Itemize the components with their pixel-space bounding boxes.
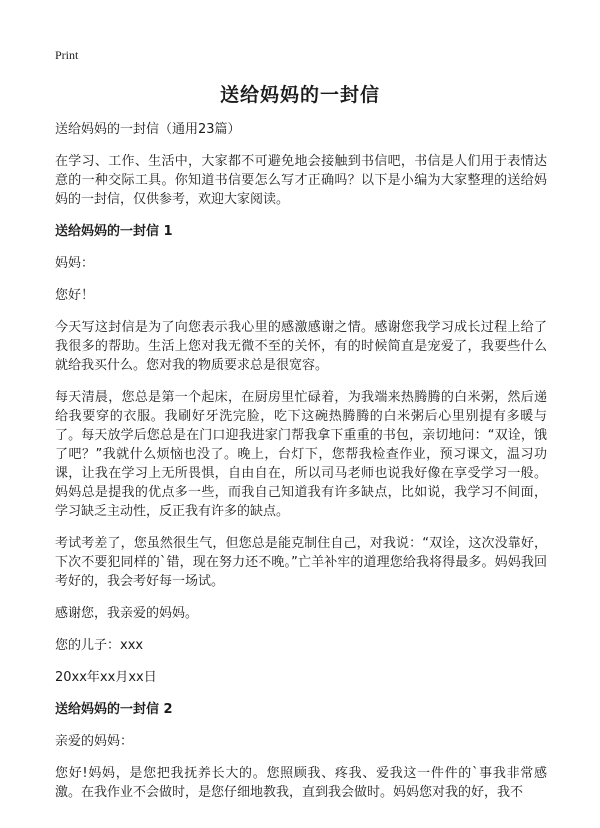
letter2-greeting: 亲爱的妈妈： xyxy=(55,734,134,749)
letter1-paragraph-1: 今天写这封信是为了向您表示我心里的感激感谢之情。感谢您我学习成长过程上给了我很多的帮助。生活上您对我无微不至的关怀，有的时候简直是宠爱了，我要些什么就给我买什么。您对我的物质要求总是很宽容。 xyxy=(55,320,547,373)
letter2-paragraph-1: 您好!妈妈，是您把我抚养长大的。您照顾我、疼我、爱我这一件件的`事我非常感激。在我作业不会做时，是您仔细地教我，直到我会做时。妈妈您对我的好，我不 xyxy=(55,766,547,800)
letter1-signature: 您的儿子：xxx xyxy=(55,638,144,653)
letter1-heading: 送给妈妈的一封信 1 xyxy=(55,224,173,239)
letter1-paragraph-3: 考试考差了，您虽然很生气，但您总是能克制住自己，对我说：“双诠，这次没靠好，下次不要犯同样的`错，现在努力还不晚。”亡羊补牢的道理您给我将得最多。妈妈我回考好的，我会考好每一场试。 xyxy=(55,536,547,589)
document-title: 送给妈妈的一封信 xyxy=(219,84,380,106)
letter1-greeting: 妈妈： xyxy=(55,256,95,271)
intro-paragraph: 在学习、工作、生活中，大家都不可避免地会接触到书信吧，书信是人们用于表情达意的一种交际工具。你知道书信要怎么写才正确吗？以下是小编为大家整理的送给妈妈的一封信，仅供参考，欢迎大家阅读。 xyxy=(55,154,547,207)
letter1-paragraph-2: 每天清晨，您总是第一个起床，在厨房里忙碌着，为我端来热腾腾的白米粥，然后递给我要穿的衣服。我刷好牙洗完脸，吃下这碗热腾腾的白米粥后心里别提有多暖与了。每天放学后您总是在门口迎我进家门帮我拿下重重的书包，亲切地问：“双诠，饿了吧？”我就什么烦恼也没了。晚上，台灯下，您帮我检查作业，预习课文，温习功课，让我在学习上无所畏惧，自由自在，所以司马老师也说我好像在享受学习一般。妈妈总是提我的优点多一些，而我自己知道我有许多缺点，比如说，我学习不间面，学习缺乏主动性，反正我有许多的缺点。 xyxy=(55,390,547,519)
letter2-heading: 送给妈妈的一封信 2 xyxy=(55,702,173,717)
letter1-hello: 您好！ xyxy=(55,288,95,303)
print-label: Print xyxy=(55,48,79,62)
document-body xyxy=(55,120,547,815)
document-subtitle: 送给妈妈的一封信（通用23篇） xyxy=(55,122,241,137)
letter1-thanks: 感谢您，我亲爱的妈妈。 xyxy=(55,606,199,621)
letter1-date: 20xx年xx月xx日 xyxy=(55,670,157,685)
